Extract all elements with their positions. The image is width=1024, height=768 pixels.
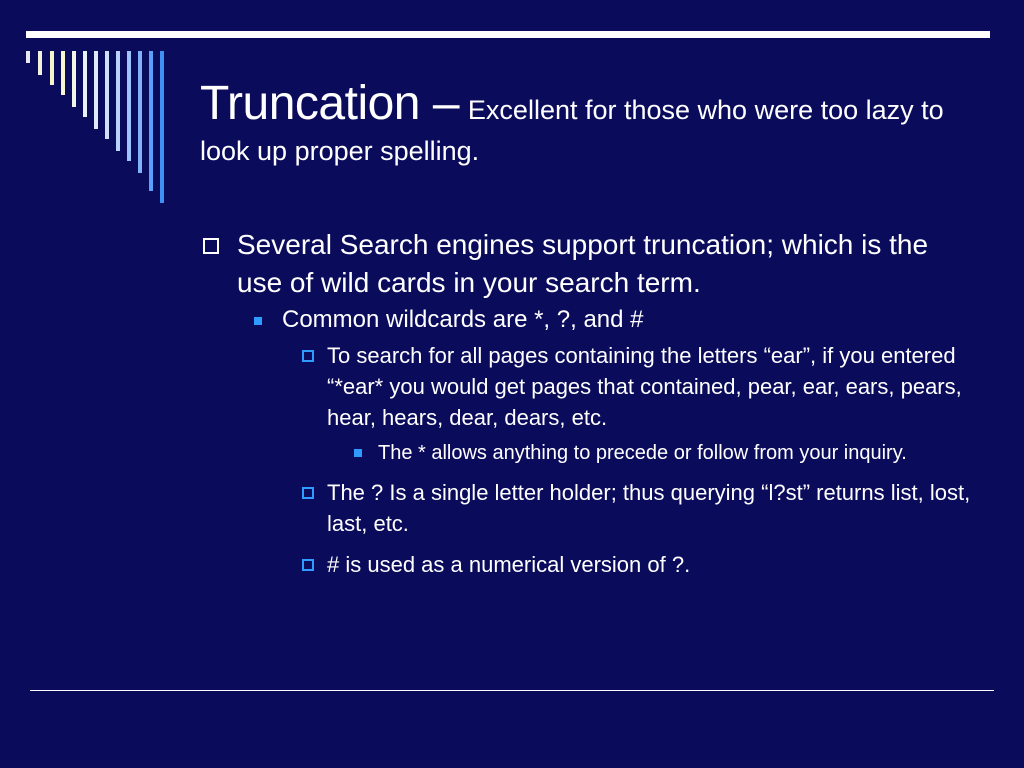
decorative-stripes — [0, 0, 180, 220]
hollow-square-bullet-icon — [302, 350, 314, 362]
stripe — [38, 51, 42, 75]
bullet-text: Common wildcards are *, ?, and # — [282, 306, 644, 333]
stripe — [105, 51, 109, 139]
stripe — [50, 51, 54, 85]
slide-body — [200, 226, 980, 580]
bullet-level-2 — [200, 304, 980, 336]
stripe — [116, 51, 120, 151]
title-main: Truncation – — [200, 77, 460, 130]
stripe — [83, 51, 87, 117]
bullet-text: The ? Is a single letter holder; thus querying “l?st” returns list, lost, last, etc. — [327, 480, 971, 536]
bullet-text: The * allows anything to precede or follow from your inquiry. — [378, 442, 907, 464]
bullet-level-4 — [200, 439, 980, 467]
bullet-level-3 — [200, 477, 980, 539]
bullet-level-3 — [200, 549, 980, 580]
slide-title — [200, 76, 990, 168]
stripe — [138, 51, 142, 173]
hollow-square-bullet-icon — [302, 559, 314, 571]
stripe — [127, 51, 131, 161]
bullet-text: To search for all pages containing the letters “ear”, if you entered “*ear* you would get pages that contained, pear, ear, ears, pears, hear, hears, dear, dears, etc. — [327, 343, 962, 430]
stripe — [160, 51, 164, 203]
bullet-text: # is used as a numerical version of ?. — [327, 552, 691, 577]
bullet-level-3 — [200, 340, 980, 433]
bullet-level-1 — [200, 226, 980, 302]
hollow-square-bullet-icon — [203, 238, 219, 254]
title-subtitle: Excellent for those who were too lazy to look up proper spelling. — [200, 95, 944, 167]
filled-square-bullet-icon — [354, 449, 362, 457]
stripe — [94, 51, 98, 129]
stripe — [72, 51, 76, 107]
bottom-rule — [30, 690, 994, 691]
stripe — [26, 51, 30, 63]
filled-square-bullet-icon — [254, 317, 262, 325]
stripe — [61, 51, 65, 95]
hollow-square-bullet-icon — [302, 487, 314, 499]
bullet-text: Several Search engines support truncation; which is the use of wild cards in your search term. — [237, 229, 929, 298]
stripe — [149, 51, 153, 191]
